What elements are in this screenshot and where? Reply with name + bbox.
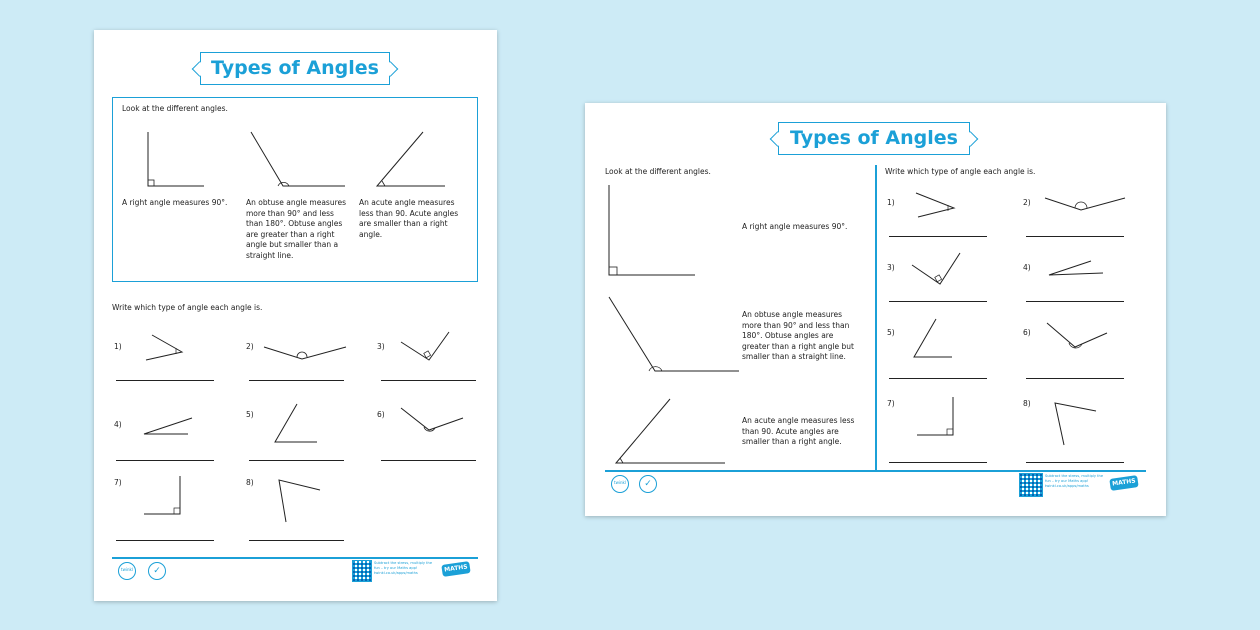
maths-app-promo-landscape: Subtract the stress, multiply the fun – try our Maths app! twinkl.co.uk/apps/maths: [1045, 474, 1104, 488]
landscape-question-2-angle: [1043, 196, 1128, 216]
landscape-question-6-angle: [1045, 321, 1110, 351]
landscape-question-4-angle: [1047, 259, 1107, 281]
worksheet-title-landscape: Types of Angles: [778, 122, 970, 155]
landscape-question-2-number: 2): [1023, 198, 1031, 207]
landscape-question-8-number: 8): [1023, 399, 1031, 408]
landscape-question-4-number: 4): [1023, 263, 1031, 272]
question-6-angle: [399, 406, 464, 436]
landscape-question-3-angle: [910, 251, 965, 287]
landscape-question-7-answer-line[interactable]: [889, 462, 987, 463]
question-1-angle: [142, 330, 192, 370]
maths-app-promo: Subtract the stress, multiply the fun – try our Maths app! twinkl.co.uk/apps/maths: [374, 561, 433, 575]
worksheet-title: Types of Angles: [200, 52, 390, 85]
question-1-answer-line[interactable]: [116, 380, 214, 381]
landscape-question-8-answer-line[interactable]: [1026, 462, 1124, 463]
right-angle-description-landscape: A right angle measures 90°.: [742, 222, 848, 231]
question-5-angle: [269, 402, 319, 447]
worksheet-portrait: [94, 30, 497, 601]
question-3-angle: [399, 330, 454, 365]
quality-badge-landscape: ✓: [639, 475, 657, 493]
right-angle-figure-landscape: [607, 183, 697, 278]
question-7-answer-line[interactable]: [116, 540, 214, 541]
acute-angle-figure: [375, 130, 465, 190]
question-5-answer-line[interactable]: [249, 460, 344, 461]
task-instruction-landscape: Write which type of angle each angle is.: [885, 167, 1036, 176]
right-angle-figure: [146, 130, 206, 190]
question-2-number: 2): [246, 342, 254, 351]
landscape-question-5-number: 5): [887, 328, 895, 337]
obtuse-angle-figure: [249, 130, 349, 190]
landscape-question-1-angle: [910, 191, 960, 221]
question-7-angle: [142, 474, 187, 519]
qr-code: [352, 560, 372, 582]
question-5-number: 5): [246, 410, 254, 419]
question-4-number: 4): [114, 420, 122, 429]
landscape-question-5-angle: [910, 317, 960, 359]
right-angle-description: A right angle measures 90°.: [122, 198, 228, 207]
question-4-answer-line[interactable]: [116, 460, 214, 461]
question-3-number: 3): [377, 342, 385, 351]
landscape-question-7-angle: [915, 395, 960, 440]
qr-code-landscape: [1019, 473, 1043, 497]
worksheet-landscape: [585, 103, 1166, 516]
question-8-number: 8): [246, 478, 254, 487]
question-2-answer-line[interactable]: [249, 380, 344, 381]
question-6-answer-line[interactable]: [381, 460, 476, 461]
intro-text: Look at the different angles.: [122, 104, 228, 113]
acute-angle-figure-landscape: [613, 397, 728, 467]
question-3-answer-line[interactable]: [381, 380, 476, 381]
footer-divider: [112, 557, 478, 559]
landscape-question-5-answer-line[interactable]: [889, 378, 987, 379]
landscape-question-3-number: 3): [887, 263, 895, 272]
question-7-number: 7): [114, 478, 122, 487]
question-2-angle: [262, 345, 352, 365]
obtuse-angle-figure-landscape: [607, 295, 742, 375]
quality-badge: ✓: [148, 562, 166, 580]
question-8-angle: [274, 474, 324, 524]
landscape-question-1-number: 1): [887, 198, 895, 207]
landscape-question-7-number: 7): [887, 399, 895, 408]
landscape-question-3-answer-line[interactable]: [889, 301, 987, 302]
landscape-question-6-number: 6): [1023, 328, 1031, 337]
question-1-number: 1): [114, 342, 122, 351]
obtuse-angle-description: An obtuse angle measures more than 90° and less than 180°. Obtuse angles are greater than a right angle but smaller than a straight line.: [246, 198, 347, 260]
landscape-question-8-angle: [1050, 399, 1100, 447]
landscape-question-1-answer-line[interactable]: [889, 236, 987, 237]
intro-text-landscape: Look at the different angles.: [605, 167, 711, 176]
twinkl-badge-landscape: twinkl: [611, 475, 629, 493]
question-8-answer-line[interactable]: [249, 540, 344, 541]
obtuse-angle-description-landscape: An obtuse angle measures more than 90° and less than 180°. Obtuse angles are greater than a right angle but smaller than a straight line.: [742, 310, 854, 361]
footer-divider-landscape: [605, 470, 1146, 472]
question-4-angle: [142, 416, 197, 441]
landscape-question-6-answer-line[interactable]: [1026, 378, 1124, 379]
maths-app-logo-landscape: MATHS: [1109, 475, 1138, 491]
twinkl-badge: twinkl: [118, 562, 136, 580]
maths-app-logo: MATHS: [441, 561, 470, 577]
column-divider: [875, 165, 877, 470]
question-6-number: 6): [377, 410, 385, 419]
landscape-question-4-answer-line[interactable]: [1026, 301, 1124, 302]
acute-angle-description-landscape: An acute angle measures less than 90. Acute angles are smaller than a right angle.: [742, 416, 855, 446]
landscape-question-2-answer-line[interactable]: [1026, 236, 1124, 237]
task-instruction: Write which type of angle each angle is.: [112, 303, 263, 312]
acute-angle-description: An acute angle measures less than 90. Acute angles are smaller than a right angle.: [359, 198, 459, 239]
